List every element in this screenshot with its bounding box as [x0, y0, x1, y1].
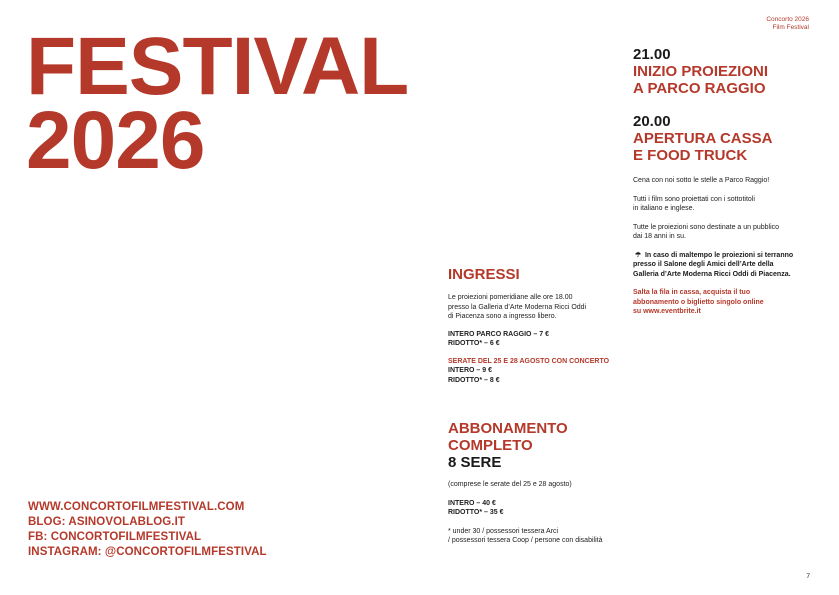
abbonamento-section — [448, 420, 638, 546]
schedule-time-2: 20.00 — [633, 113, 671, 130]
schedule-event-2b: E FOOD TRUCK — [633, 147, 748, 164]
info-tickets-2: abbonamento o biglietto singolo online — [633, 298, 764, 306]
eventbrite-link[interactable]: su www.eventbrite.it — [633, 308, 701, 315]
schedule-time-1: 21.00 — [633, 46, 671, 63]
page-title — [26, 21, 409, 186]
schedule-event-2a: APERTURA CASSA — [633, 130, 773, 147]
schedule-event-1a: INIZIO PROIEZIONI — [633, 63, 769, 80]
price-ridotto-concert: RIDOTTO* – 8 € — [448, 376, 500, 384]
header-brand — [766, 16, 809, 32]
schedule-item-2 — [633, 113, 823, 164]
abbonamento-title-2: COMPLETO — [448, 437, 533, 454]
info-weather-text-1: In caso di maltempo le proiezioni si terranno — [644, 251, 794, 259]
price-intero-concert: INTERO – 9 € — [448, 367, 492, 374]
facebook-link[interactable]: FB: CONCORTOFILMFESTIVAL — [28, 531, 202, 543]
instagram-link[interactable]: INSTAGRAM: @CONCORTOFILMFESTIVAL — [28, 546, 267, 558]
footnote-1: * under 30 / possessori tessera Arci — [448, 527, 559, 535]
info-audience-1: Tutte le proiezioni sono destinate a un pubblico — [633, 223, 780, 231]
title-line-1: FESTIVAL — [26, 21, 409, 112]
abbonamento-ridotto: RIDOTTO* – 35 € — [448, 509, 504, 516]
umbrella-icon: ☂ — [634, 251, 642, 259]
ingressi-intro-3: di Piacenza sono a ingresso libero. — [448, 313, 557, 320]
footnote-2: / possessori tessera Coop / persone con disabilità — [448, 537, 603, 544]
header-line-2: Film Festival — [772, 24, 809, 31]
price-ridotto-parco: RIDOTTO* – 6 € — [448, 340, 500, 347]
schedule-event-1b: A PARCO RAGGIO — [633, 80, 766, 97]
price-intero-parco: INTERO PARCO RAGGIO – 7 € — [448, 330, 549, 338]
abbonamento-intero: INTERO – 40 € — [448, 499, 496, 507]
schedule-section — [633, 46, 823, 317]
ingressi-intro-2: presso la Galleria d’Arte Moderna Ricci Oddi — [448, 303, 587, 311]
title-line-2: 2026 — [26, 95, 205, 186]
info-subtitles-1: Tutti i film sono proiettati con i sottotitoli — [633, 195, 755, 203]
header-line-1: Concorto 2026 — [766, 16, 809, 23]
page-number: 7 — [806, 573, 810, 580]
abbonamento-title-3: 8 SERE — [448, 454, 502, 471]
abbonamento-title-1: ABBONAMENTO — [448, 420, 568, 437]
info-weather-1 — [633, 251, 823, 261]
concert-heading: SERATE DEL 25 E 28 AGOSTO CON CONCERTO — [448, 357, 610, 365]
ingressi-intro-1: Le proiezioni pomeridiane alle ore 18.00 — [448, 294, 573, 301]
blog-link[interactable]: BLOG: ASINOVOLABLOG.IT — [28, 516, 186, 528]
info-audience-2: dai 18 anni in su. — [633, 233, 686, 240]
info-weather-3: Galleria d’Arte Moderna Ricci Oddi di Piacenza. — [633, 270, 791, 278]
website-link[interactable]: WWW.CONCORTOFILMFESTIVAL.COM — [28, 501, 245, 513]
info-tickets-1: Salta la fila in cassa, acquista il tuo — [633, 289, 751, 296]
contact-links — [28, 500, 267, 560]
info-subtitles-2: in italiano e inglese. — [633, 205, 695, 212]
info-weather-2: presso il Salone degli Amici dell’Arte della — [633, 261, 774, 268]
info-dinner: Cena con noi sotto le stelle a Parco Raggio! — [633, 177, 770, 184]
abbonamento-note: (comprese le serate del 25 e 28 agosto) — [448, 481, 572, 488]
ingressi-section — [448, 266, 638, 385]
ingressi-title: INGRESSI — [448, 266, 520, 283]
schedule-item-1 — [633, 46, 823, 97]
